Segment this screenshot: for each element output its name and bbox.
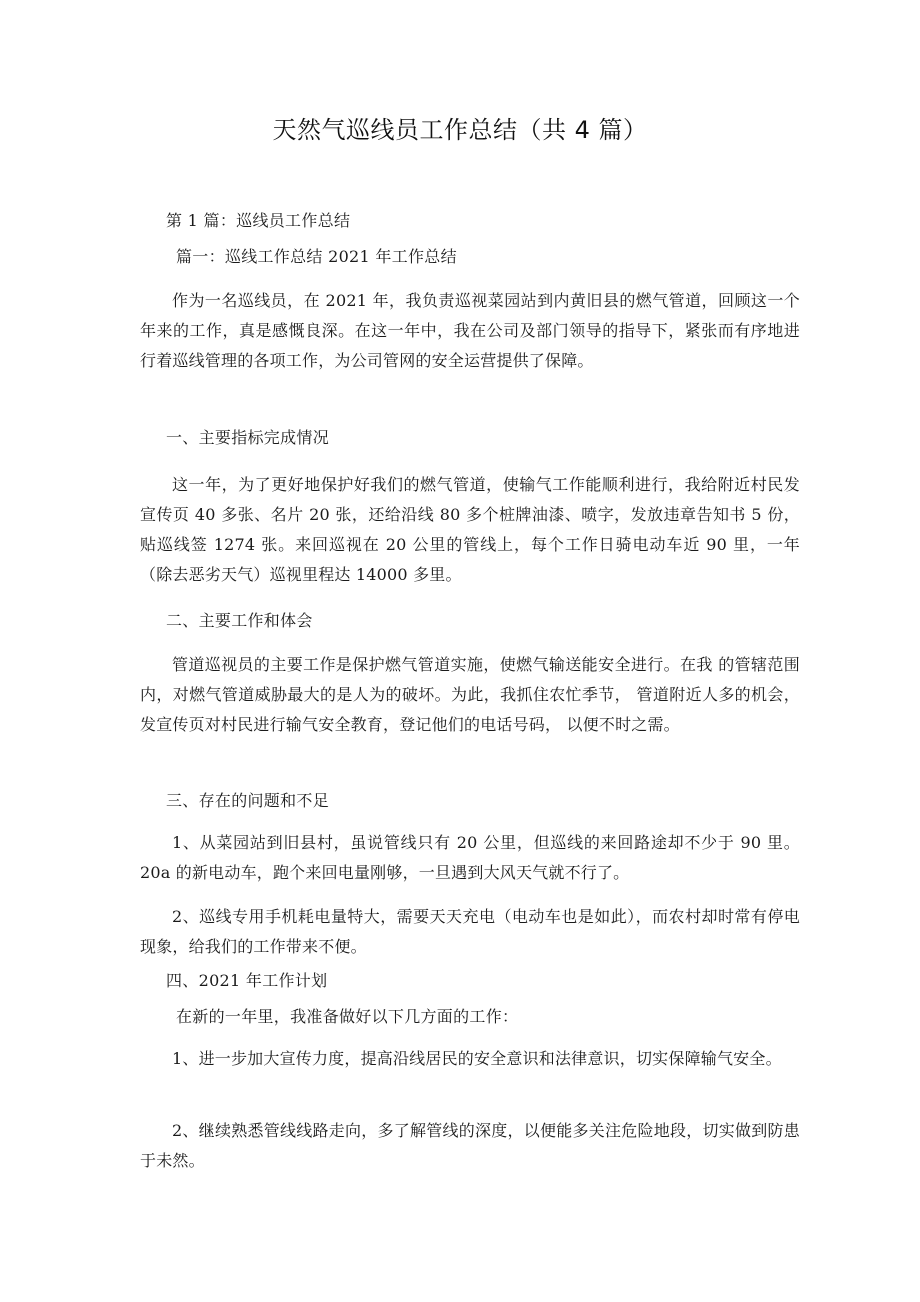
part-heading: 第 1 篇：巡线员工作总结	[166, 211, 351, 230]
section-3-title: 三、存在的问题和不足	[166, 791, 330, 810]
section-3-item-2: 2、巡线专用手机耗电量特大，需要天天充电（电动车也是如此），而农村却时常有停电现象，给我们的工作带来不便。	[140, 907, 800, 956]
section-3-item-1: 1、从菜园站到旧县村，虽说管线只有 20 公里，但巡线的来回路途却不少于 90 里。20a 的新电动车，跑个来回电量刚够，一旦遇到大风天气就不行了。	[140, 833, 800, 882]
section-1-title: 一、主要指标完成情况	[166, 428, 330, 447]
section-2-title: 二、主要工作和体会	[166, 611, 313, 630]
sub-heading: 篇一：巡线工作总结 2021 年工作总结	[176, 247, 457, 266]
section-4-intro: 在新的一年里，我准备做好以下几方面的工作：	[176, 1007, 519, 1026]
intro-paragraph: 作为一名巡线员，在 2021 年，我负责巡视菜园站到内黄旧县的燃气管道，回顾这一个年来的工作，真是感慨良深。在这一年中，我在公司及部门领导的指导下，紧张而有序地进行着巡线管理的各项工作，为公司管网的安全运营提供了保障。	[140, 291, 800, 370]
section-4-item-2: 2、继续熟悉管线线路走向，多了解管线的深度，以便能多关注危险地段，切实做到防患于未然。	[140, 1121, 800, 1170]
section-2-body: 管道巡视员的主要工作是保护燃气管道实施，使燃气输送能安全进行。在我 的管辖范围内，对燃气管道威胁最大的是人为的破坏。为此，我抓住农忙季节， 管道附近人多的机会，发宣传页对村民进行输气安全教育，登记他们的电话号码， 以便不时之需。	[140, 655, 800, 734]
section-1-body: 这一年，为了更好地保护好我们的燃气管道，使输气工作能顺利进行，我给附近村民发宣传页 40 多张、名片 20 张，还给沿线 80 多个桩牌油漆、喷字，发放违章告知书 5 份，贴巡线签 1274 张。来回巡视在 20 公里的管线上，每个工作日骑电动车近 90 里，一年（除去恶劣天气）巡视里程达 14000 多里。	[140, 475, 800, 584]
section-4-item-1: 1、进一步加大宣传力度，提高沿线居民的安全意识和法律意识，切实保障输气安全。	[172, 1049, 782, 1068]
document-title: 天然气巡线员工作总结（共 4 篇）	[272, 116, 648, 144]
section-4-title: 四、2021 年工作计划	[166, 971, 328, 990]
